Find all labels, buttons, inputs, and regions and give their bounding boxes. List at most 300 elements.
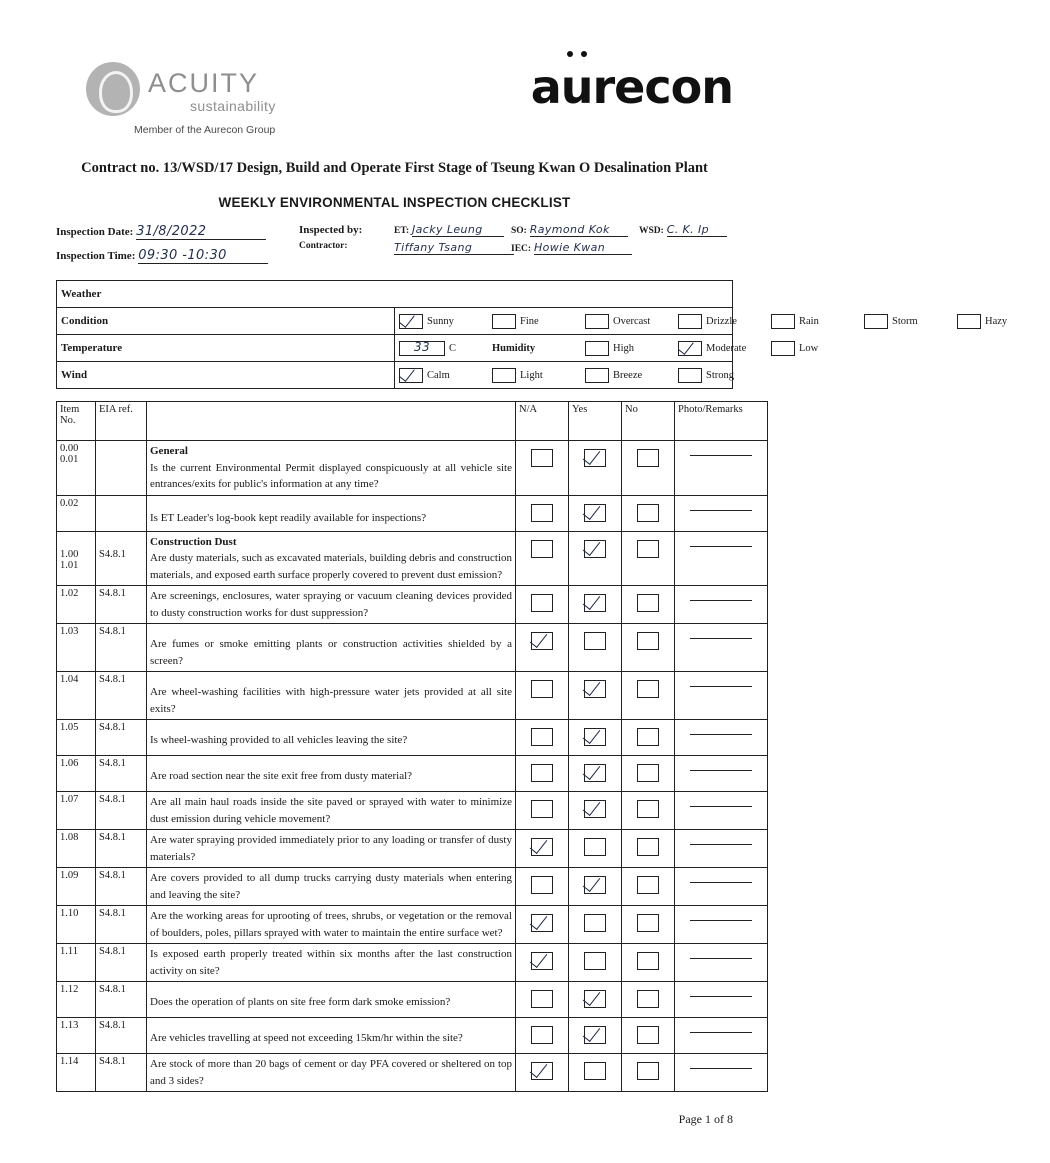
remarks-line[interactable] bbox=[690, 984, 752, 997]
row-remarks-cell[interactable] bbox=[675, 441, 768, 496]
checkbox-na[interactable] bbox=[531, 504, 553, 522]
row-yes-cell[interactable] bbox=[569, 756, 622, 792]
checkbox-na[interactable] bbox=[531, 952, 553, 970]
row-yes-cell[interactable] bbox=[569, 441, 622, 496]
temperature-unit: C bbox=[449, 342, 457, 354]
table-row bbox=[57, 756, 768, 792]
table-row bbox=[57, 495, 768, 531]
row-item-no bbox=[57, 441, 96, 496]
row-item-main: 0.00 bbox=[60, 443, 79, 454]
row-eia-ref: S4.8.1 bbox=[96, 868, 147, 906]
row-description bbox=[147, 441, 516, 496]
checkbox-low[interactable] bbox=[771, 341, 795, 356]
et-value: Jacky Leung bbox=[412, 223, 483, 236]
checkbox-no[interactable] bbox=[637, 728, 659, 746]
row-remarks-cell[interactable] bbox=[675, 982, 768, 1018]
row-yes-cell[interactable] bbox=[569, 624, 622, 672]
contractor-value-underline bbox=[394, 241, 514, 255]
remarks-line[interactable] bbox=[690, 794, 752, 807]
row-na-cell[interactable] bbox=[516, 944, 569, 982]
checkbox-yes[interactable] bbox=[584, 594, 606, 612]
acuity-wordmark: ACUITY bbox=[148, 68, 260, 98]
row-yes-cell[interactable] bbox=[569, 830, 622, 868]
weather-option-rain[interactable] bbox=[771, 314, 864, 329]
table-row bbox=[57, 720, 768, 756]
remarks-line[interactable] bbox=[690, 626, 752, 639]
row-remarks-cell[interactable] bbox=[675, 756, 768, 792]
row-no-cell[interactable] bbox=[622, 531, 675, 586]
label-light: Light bbox=[520, 369, 543, 381]
row-no-cell[interactable] bbox=[622, 1018, 675, 1054]
label-fine: Fine bbox=[520, 315, 539, 327]
header-item-sub: No. bbox=[60, 415, 76, 426]
label-drizzle: Drizzle bbox=[706, 315, 737, 327]
checklist-table bbox=[56, 401, 768, 1092]
inspection-info bbox=[56, 222, 733, 274]
row-description: Does the operation of plants on site free form dark smoke emission? bbox=[147, 982, 516, 1018]
checklist-title: WEEKLY ENVIRONMENTAL INSPECTION CHECKLIST bbox=[218, 195, 571, 210]
humidity-option-low[interactable] bbox=[771, 341, 864, 356]
wsd-value-underline bbox=[667, 223, 727, 237]
row-eia-ref: S4.8.1 bbox=[96, 830, 147, 868]
checkbox-yes[interactable] bbox=[584, 914, 606, 932]
checkbox-no[interactable] bbox=[637, 876, 659, 894]
inspection-date-label: Inspection Date: bbox=[56, 226, 134, 238]
checkbox-na[interactable] bbox=[531, 838, 553, 856]
weather-wind-label: Wind bbox=[57, 362, 395, 389]
checkbox-yes[interactable] bbox=[584, 876, 606, 894]
table-row bbox=[57, 531, 768, 586]
header-yes: Yes bbox=[569, 402, 622, 441]
checkbox-no[interactable] bbox=[637, 838, 659, 856]
row-na-cell[interactable] bbox=[516, 495, 569, 531]
acuity-tagline: sustainability bbox=[190, 98, 276, 114]
weather-temperature-options bbox=[395, 335, 819, 362]
row-remarks-cell[interactable] bbox=[675, 830, 768, 868]
row-yes-cell[interactable] bbox=[569, 720, 622, 756]
checkbox-storm[interactable] bbox=[864, 314, 888, 329]
row-no-cell[interactable] bbox=[622, 830, 675, 868]
row-description: Is ET Leader's log-book kept readily available for inspections? bbox=[147, 495, 516, 531]
header-item bbox=[57, 402, 96, 441]
remarks-line[interactable] bbox=[690, 443, 752, 456]
temperature-value: 33 bbox=[413, 339, 431, 354]
row-remarks-cell[interactable] bbox=[675, 1054, 768, 1092]
row-description: Are fumes or smoke emitting plants or construction activities shielded by a screen? bbox=[147, 624, 516, 672]
checkbox-calm[interactable] bbox=[399, 368, 423, 383]
wsd-value: C. K. Ip bbox=[666, 223, 709, 236]
checkbox-yes[interactable] bbox=[584, 1062, 606, 1080]
document-header bbox=[56, 46, 733, 158]
weather-wind-options bbox=[395, 362, 733, 389]
row-yes-cell[interactable] bbox=[569, 792, 622, 830]
row-yes-cell[interactable] bbox=[569, 944, 622, 982]
row-yes-cell[interactable] bbox=[569, 586, 622, 624]
row-description: Are vehicles travelling at speed not exceeding 15km/hr within the site? bbox=[147, 1018, 516, 1054]
checkbox-yes[interactable] bbox=[584, 764, 606, 782]
et-label: ET: bbox=[394, 226, 410, 236]
row-na-cell[interactable] bbox=[516, 982, 569, 1018]
label-calm: Calm bbox=[427, 369, 450, 381]
header-description bbox=[147, 402, 516, 441]
row-question-text: Are dusty materials, such as excavated materials, building debris and construction materials, and exposed earth surface properly covered to prevent dust emission? bbox=[150, 552, 512, 581]
row-eia-ref: S4.8.1 bbox=[96, 944, 147, 982]
row-description bbox=[147, 531, 516, 586]
weather-condition-label: Condition bbox=[57, 308, 395, 335]
row-na-cell[interactable] bbox=[516, 792, 569, 830]
humidity-option-moderate[interactable] bbox=[678, 341, 771, 356]
wsd-label: WSD: bbox=[639, 226, 664, 236]
row-remarks-cell[interactable] bbox=[675, 720, 768, 756]
iec-value: Howie Kwan bbox=[533, 241, 606, 254]
acuity-logo bbox=[86, 62, 316, 140]
checkbox-yes[interactable] bbox=[584, 838, 606, 856]
row-item-no bbox=[57, 531, 96, 586]
weather-option-fine[interactable] bbox=[492, 314, 585, 329]
inspection-time-value: 09:30 -10:30 bbox=[138, 248, 227, 263]
table-row bbox=[57, 1054, 768, 1092]
checkbox-no[interactable] bbox=[637, 800, 659, 818]
checkbox-yes[interactable] bbox=[584, 1026, 606, 1044]
so-value-underline bbox=[530, 223, 628, 237]
checkbox-na[interactable] bbox=[531, 449, 553, 467]
checkbox-yes[interactable] bbox=[584, 952, 606, 970]
checkbox-no[interactable] bbox=[637, 914, 659, 932]
row-item-no: 1.06 bbox=[57, 756, 96, 792]
label-rain: Rain bbox=[799, 315, 819, 327]
row-remarks-cell[interactable] bbox=[675, 868, 768, 906]
header-no: No bbox=[622, 402, 675, 441]
checkbox-na[interactable] bbox=[531, 876, 553, 894]
row-no-cell[interactable] bbox=[622, 624, 675, 672]
checkbox-na[interactable] bbox=[531, 914, 553, 932]
row-yes-cell[interactable] bbox=[569, 1054, 622, 1092]
weather-option-hazy[interactable] bbox=[957, 314, 1050, 329]
checkbox-na[interactable] bbox=[531, 800, 553, 818]
row-eia-ref: S4.8.1 bbox=[96, 672, 147, 720]
row-eia-text: S4.8.1 bbox=[99, 548, 126, 560]
row-yes-cell[interactable] bbox=[569, 982, 622, 1018]
row-item-no: 1.09 bbox=[57, 868, 96, 906]
row-no-cell[interactable] bbox=[622, 944, 675, 982]
table-row bbox=[57, 586, 768, 624]
checkbox-sunny[interactable] bbox=[399, 314, 423, 329]
row-item-no: 1.10 bbox=[57, 906, 96, 944]
remarks-line[interactable] bbox=[690, 870, 752, 883]
row-no-cell[interactable] bbox=[622, 495, 675, 531]
row-description: Are wheel-washing facilities with high-pressure water jets provided at all site exits? bbox=[147, 672, 516, 720]
row-no-cell[interactable] bbox=[622, 906, 675, 944]
row-item-no: 1.14 bbox=[57, 1054, 96, 1092]
checkbox-yes[interactable] bbox=[584, 728, 606, 746]
checkbox-no[interactable] bbox=[637, 632, 659, 650]
row-na-cell[interactable] bbox=[516, 868, 569, 906]
checkbox-na[interactable] bbox=[531, 540, 553, 558]
weather-title: Weather bbox=[57, 281, 733, 308]
weather-temperature-label: Temperature bbox=[57, 335, 395, 362]
inspection-time-value-underline bbox=[138, 248, 268, 264]
table-row bbox=[57, 906, 768, 944]
checkbox-yes[interactable] bbox=[584, 800, 606, 818]
row-description: Are stock of more than 20 bags of cement or day PFA covered or sheltered on top and 3 sides? bbox=[147, 1054, 516, 1092]
row-remarks-cell[interactable] bbox=[675, 792, 768, 830]
checkbox-no[interactable] bbox=[637, 680, 659, 698]
contract-title: Contract no. 13/WSD/17 Design, Build and Operate First Stage of Tseung Kwan O Desalination Plant bbox=[81, 160, 708, 176]
row-description: Are road section near the site exit free from dusty material? bbox=[147, 756, 516, 792]
row-item-no: 1.11 bbox=[57, 944, 96, 982]
row-na-cell[interactable] bbox=[516, 1054, 569, 1092]
checkbox-overcast[interactable] bbox=[585, 314, 609, 329]
row-eia-ref: S4.8.1 bbox=[96, 720, 147, 756]
temperature-input[interactable] bbox=[399, 341, 445, 356]
checkbox-na[interactable] bbox=[531, 680, 553, 698]
row-remarks-cell[interactable] bbox=[675, 531, 768, 586]
checkbox-no[interactable] bbox=[637, 449, 659, 467]
so-label: SO: bbox=[511, 226, 527, 236]
row-no-cell[interactable] bbox=[622, 792, 675, 830]
weather-table bbox=[56, 280, 1008, 389]
row-eia-ref: S4.8.1 bbox=[96, 624, 147, 672]
row-eia-ref: S4.8.1 bbox=[96, 792, 147, 830]
weather-option-overcast[interactable] bbox=[585, 314, 678, 329]
so-value: Raymond Kok bbox=[529, 223, 610, 236]
row-description: Are water spraying provided immediately prior to any loading or transfer of dusty materials? bbox=[147, 830, 516, 868]
row-item-secondary: 0.01 bbox=[60, 454, 79, 465]
temperature-field[interactable] bbox=[399, 341, 492, 356]
checkbox-yes[interactable] bbox=[584, 680, 606, 698]
checkbox-no[interactable] bbox=[637, 764, 659, 782]
remarks-line[interactable] bbox=[690, 1020, 752, 1033]
table-row bbox=[57, 624, 768, 672]
row-na-cell[interactable] bbox=[516, 531, 569, 586]
remarks-line[interactable] bbox=[690, 674, 752, 687]
row-yes-cell[interactable] bbox=[569, 868, 622, 906]
row-no-cell[interactable] bbox=[622, 441, 675, 496]
table-row bbox=[57, 441, 768, 496]
row-no-cell[interactable] bbox=[622, 868, 675, 906]
row-item-no: 1.07 bbox=[57, 792, 96, 830]
row-remarks-cell[interactable] bbox=[675, 1018, 768, 1054]
row-item-no: 0.02 bbox=[57, 495, 96, 531]
checkbox-yes[interactable] bbox=[584, 632, 606, 650]
wind-option-light[interactable] bbox=[492, 368, 585, 383]
row-description: Are all main haul roads inside the site paved or sprayed with water to minimize dust emission during vehicle movement? bbox=[147, 792, 516, 830]
weather-wind-row bbox=[57, 362, 733, 389]
label-breeze: Breeze bbox=[613, 369, 643, 381]
remarks-line[interactable] bbox=[690, 722, 752, 735]
checkbox-high[interactable] bbox=[585, 341, 609, 356]
checkbox-no[interactable] bbox=[637, 504, 659, 522]
checkbox-na[interactable] bbox=[531, 632, 553, 650]
row-eia-ref: S4.8.1 bbox=[96, 586, 147, 624]
label-high: High bbox=[613, 342, 634, 354]
iec-value-underline bbox=[534, 241, 632, 255]
checkbox-rain[interactable] bbox=[771, 314, 795, 329]
remarks-line[interactable] bbox=[690, 588, 752, 601]
weather-condition-row bbox=[57, 308, 733, 335]
table-row bbox=[57, 792, 768, 830]
weather-temperature-row bbox=[57, 335, 733, 362]
checkbox-hazy[interactable] bbox=[957, 314, 981, 329]
row-remarks-cell[interactable] bbox=[675, 906, 768, 944]
weather-option-drizzle[interactable] bbox=[678, 314, 771, 329]
table-row bbox=[57, 944, 768, 982]
row-no-cell[interactable] bbox=[622, 1054, 675, 1092]
row-remarks-cell[interactable] bbox=[675, 495, 768, 531]
header-item-text: Item bbox=[60, 404, 80, 415]
checkbox-light[interactable] bbox=[492, 368, 516, 383]
wind-option-calm[interactable] bbox=[399, 368, 492, 383]
checkbox-no[interactable] bbox=[637, 952, 659, 970]
humidity-label: Humidity bbox=[492, 342, 536, 354]
inspection-date-value-underline bbox=[136, 224, 266, 240]
weather-title-row bbox=[57, 281, 733, 308]
remarks-line[interactable] bbox=[690, 908, 752, 921]
row-item-no: 1.08 bbox=[57, 830, 96, 868]
checkbox-na[interactable] bbox=[531, 728, 553, 746]
row-na-cell[interactable] bbox=[516, 672, 569, 720]
row-item-no: 1.03 bbox=[57, 624, 96, 672]
row-na-cell[interactable] bbox=[516, 906, 569, 944]
row-remarks-cell[interactable] bbox=[675, 624, 768, 672]
table-row bbox=[57, 982, 768, 1018]
label-hazy: Hazy bbox=[985, 315, 1008, 327]
header-na: N/A bbox=[516, 402, 569, 441]
checkbox-no[interactable] bbox=[637, 1026, 659, 1044]
remarks-line[interactable] bbox=[690, 1056, 752, 1069]
remarks-line[interactable] bbox=[690, 758, 752, 771]
header-eia: EIA ref. bbox=[96, 402, 147, 441]
row-yes-cell[interactable] bbox=[569, 495, 622, 531]
checkbox-na[interactable] bbox=[531, 1026, 553, 1044]
checkbox-yes[interactable] bbox=[584, 449, 606, 467]
row-na-cell[interactable] bbox=[516, 586, 569, 624]
checkbox-no[interactable] bbox=[637, 990, 659, 1008]
page-footer: Page 1 of 8 bbox=[678, 1112, 733, 1126]
row-remarks-cell[interactable] bbox=[675, 944, 768, 982]
checkbox-no[interactable] bbox=[637, 540, 659, 558]
table-row bbox=[57, 830, 768, 868]
remarks-line[interactable] bbox=[690, 832, 752, 845]
row-na-cell[interactable] bbox=[516, 624, 569, 672]
row-section-title: General bbox=[150, 445, 188, 457]
label-storm: Storm bbox=[892, 315, 918, 327]
humidity-option-high[interactable] bbox=[585, 341, 678, 356]
inspection-date-value: 31/8/2022 bbox=[136, 224, 207, 239]
checkbox-breeze[interactable] bbox=[585, 368, 609, 383]
row-no-cell[interactable] bbox=[622, 982, 675, 1018]
row-na-cell[interactable] bbox=[516, 756, 569, 792]
checkbox-yes[interactable] bbox=[584, 990, 606, 1008]
acuity-mark-icon bbox=[86, 62, 140, 116]
inspection-time-label: Inspection Time: bbox=[56, 250, 136, 262]
table-row bbox=[57, 672, 768, 720]
row-na-cell[interactable] bbox=[516, 720, 569, 756]
contractor-label: Contractor: bbox=[299, 241, 348, 251]
et-value-underline bbox=[412, 223, 504, 237]
row-eia-ref bbox=[96, 495, 147, 531]
checkbox-na[interactable] bbox=[531, 594, 553, 612]
row-description: Are screenings, enclosures, water spraying or vacuum cleaning devices provided to dusty construction works for dust suppression? bbox=[147, 586, 516, 624]
row-na-cell[interactable] bbox=[516, 830, 569, 868]
wind-option-strong[interactable] bbox=[678, 368, 771, 383]
wind-option-breeze[interactable] bbox=[585, 368, 678, 383]
checkbox-moderate[interactable] bbox=[678, 341, 702, 356]
row-yes-cell[interactable] bbox=[569, 906, 622, 944]
label-low: Low bbox=[799, 342, 819, 354]
remarks-line[interactable] bbox=[690, 498, 752, 511]
row-yes-cell[interactable] bbox=[569, 672, 622, 720]
label-moderate: Moderate bbox=[706, 342, 747, 354]
row-eia-ref: S4.8.1 bbox=[96, 1018, 147, 1054]
checkbox-yes[interactable] bbox=[584, 504, 606, 522]
checkbox-no[interactable] bbox=[637, 594, 659, 612]
row-item-no: 1.04 bbox=[57, 672, 96, 720]
row-eia-ref: S4.8.1 bbox=[96, 906, 147, 944]
row-section-title: Construction Dust bbox=[150, 535, 237, 548]
row-eia-ref bbox=[96, 441, 147, 496]
checkbox-yes[interactable] bbox=[584, 540, 606, 558]
row-yes-cell[interactable] bbox=[569, 531, 622, 586]
row-remarks-cell[interactable] bbox=[675, 586, 768, 624]
checkbox-na[interactable] bbox=[531, 990, 553, 1008]
checkbox-na[interactable] bbox=[531, 764, 553, 782]
header-photo-remarks: Photo/Remarks bbox=[675, 402, 768, 441]
row-eia-ref: S4.8.1 bbox=[96, 982, 147, 1018]
row-item-no: 1.13 bbox=[57, 1018, 96, 1054]
row-description: Is exposed earth properly treated within six months after the last construction activity on site? bbox=[147, 944, 516, 982]
checklist-header-row bbox=[57, 402, 768, 441]
weather-option-storm[interactable] bbox=[864, 314, 957, 329]
checkbox-drizzle[interactable] bbox=[678, 314, 702, 329]
weather-option-sunny[interactable] bbox=[399, 314, 492, 329]
row-item-no: 1.02 bbox=[57, 586, 96, 624]
row-yes-cell[interactable] bbox=[569, 1018, 622, 1054]
row-description: Are the working areas for uprooting of trees, shrubs, or vegetation or the removal of boulders, poles, pillars sprayed with water to maintain the entire surface wet? bbox=[147, 906, 516, 944]
remarks-line[interactable] bbox=[690, 534, 752, 547]
checkbox-na[interactable] bbox=[531, 1062, 553, 1080]
label-strong: Strong bbox=[706, 369, 735, 381]
row-no-cell[interactable] bbox=[622, 720, 675, 756]
label-overcast: Overcast bbox=[613, 315, 651, 327]
row-remarks-cell[interactable] bbox=[675, 672, 768, 720]
iec-label: IEC: bbox=[511, 244, 532, 254]
weather-condition-options bbox=[395, 308, 1008, 335]
row-description: Is wheel-washing provided to all vehicles leaving the site? bbox=[147, 720, 516, 756]
row-no-cell[interactable] bbox=[622, 672, 675, 720]
row-eia-ref: S4.8.1 bbox=[96, 756, 147, 792]
row-no-cell[interactable] bbox=[622, 586, 675, 624]
checkbox-no[interactable] bbox=[637, 1062, 659, 1080]
acuity-member-note: Member of the Aurecon Group bbox=[134, 124, 276, 136]
contractor-value: Tiffany Tsang bbox=[394, 241, 473, 254]
checkbox-strong[interactable] bbox=[678, 368, 702, 383]
label-sunny: Sunny bbox=[427, 315, 454, 327]
row-na-cell[interactable] bbox=[516, 441, 569, 496]
row-no-cell[interactable] bbox=[622, 756, 675, 792]
row-eia-ref bbox=[96, 531, 147, 586]
checkbox-fine[interactable] bbox=[492, 314, 516, 329]
row-item-no: 1.12 bbox=[57, 982, 96, 1018]
document-page bbox=[0, 46, 1008, 1163]
inspected-by-label: Inspected by: bbox=[299, 224, 363, 236]
row-eia-ref: S4.8.1 bbox=[96, 1054, 147, 1092]
row-question-text: Is the current Environmental Permit displayed conspicuously at all vehicle site entrances/exits for public's information at any time? bbox=[150, 461, 512, 490]
table-row bbox=[57, 1018, 768, 1054]
remarks-line[interactable] bbox=[690, 946, 752, 959]
row-item-no: 1.05 bbox=[57, 720, 96, 756]
row-na-cell[interactable] bbox=[516, 1018, 569, 1054]
